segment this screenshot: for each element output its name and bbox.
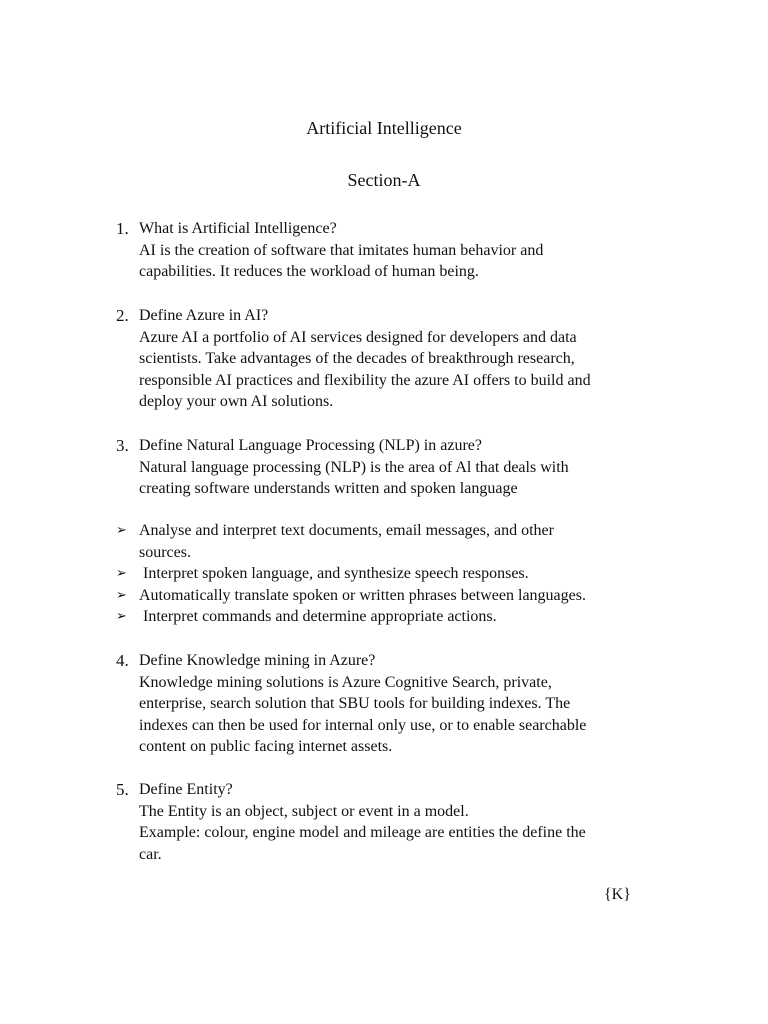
answer-line: content on public facing internet assets. xyxy=(139,738,393,755)
answer-line: Azure AI a portfolio of AI services designed for developers and data xyxy=(139,328,577,346)
list-item-text: Automatically translate spoken or written phrases between languages. xyxy=(139,586,586,604)
list-item xyxy=(116,585,676,607)
list-item xyxy=(116,563,676,585)
knowledge-level-mark: {K} xyxy=(604,886,631,903)
list-item-text: Analyse and interpret text documents, email messages, and other xyxy=(139,522,554,539)
list-item xyxy=(116,606,676,628)
answer-line: car. xyxy=(139,845,162,863)
question-number: 5. xyxy=(116,780,129,799)
answer-line: indexes can then be used for internal only use, or to enable searchable xyxy=(139,716,587,734)
list-item-continuation: sources. xyxy=(139,543,191,561)
answer-line: Natural language processing (NLP) is the area of Al that deals with xyxy=(139,458,569,476)
document-title: Artificial Intelligence xyxy=(306,118,462,138)
answer-line: deploy your own AI solutions. xyxy=(139,393,334,410)
question-block-5 xyxy=(116,779,676,865)
list-item xyxy=(116,520,676,542)
question-block-1 xyxy=(116,218,676,283)
arrow-bullet-icon: ➢ xyxy=(116,523,127,538)
answer-line: AI is the creation of software that imitates human behavior and xyxy=(139,241,544,259)
question-text: Define Azure in AI? xyxy=(139,307,269,324)
answer-line: Knowledge mining solutions is Azure Cognitive Search, private, xyxy=(139,673,552,691)
arrow-bullet-icon: ➢ xyxy=(116,566,127,581)
question-number: 4. xyxy=(116,651,129,670)
answer-line: scientists. Take advantages of the decades of breakthrough research, xyxy=(139,350,575,367)
question-number: 1. xyxy=(116,219,129,238)
nlp-capabilities-list xyxy=(116,520,676,628)
list-item-text: Interpret commands and determine appropriate actions. xyxy=(139,608,497,625)
answer-line: Example: colour, engine model and mileage are entities the define the xyxy=(139,824,586,841)
question-text: Define Natural Language Processing (NLP) in azure? xyxy=(139,437,482,454)
list-item-text: Interpret spoken language, and synthesize speech responses. xyxy=(139,565,529,582)
section-title: Section-A xyxy=(347,170,421,190)
answer-line: creating software understands written and spoken language xyxy=(139,480,518,497)
question-text: Define Knowledge mining in Azure? xyxy=(139,652,376,669)
answer-line: responsible AI practices and flexibility the azure AI offers to build and xyxy=(139,371,591,389)
arrow-bullet-icon: ➢ xyxy=(116,587,127,603)
answer-line: capabilities. It reduces the workload of human being. xyxy=(139,263,479,280)
question-text: What is Artificial Intelligence? xyxy=(139,220,337,237)
answer-line: enterprise, search solution that SBU tools for building indexes. The xyxy=(139,695,571,712)
question-block-3 xyxy=(116,435,676,500)
question-block-4 xyxy=(116,650,676,758)
question-number: 3. xyxy=(116,436,129,455)
question-number: 2. xyxy=(116,306,129,325)
question-block-2 xyxy=(116,305,676,413)
question-text: Define Entity? xyxy=(139,781,233,798)
arrow-bullet-icon: ➢ xyxy=(116,609,127,624)
answer-line: The Entity is an object, subject or event in a model. xyxy=(139,802,469,820)
